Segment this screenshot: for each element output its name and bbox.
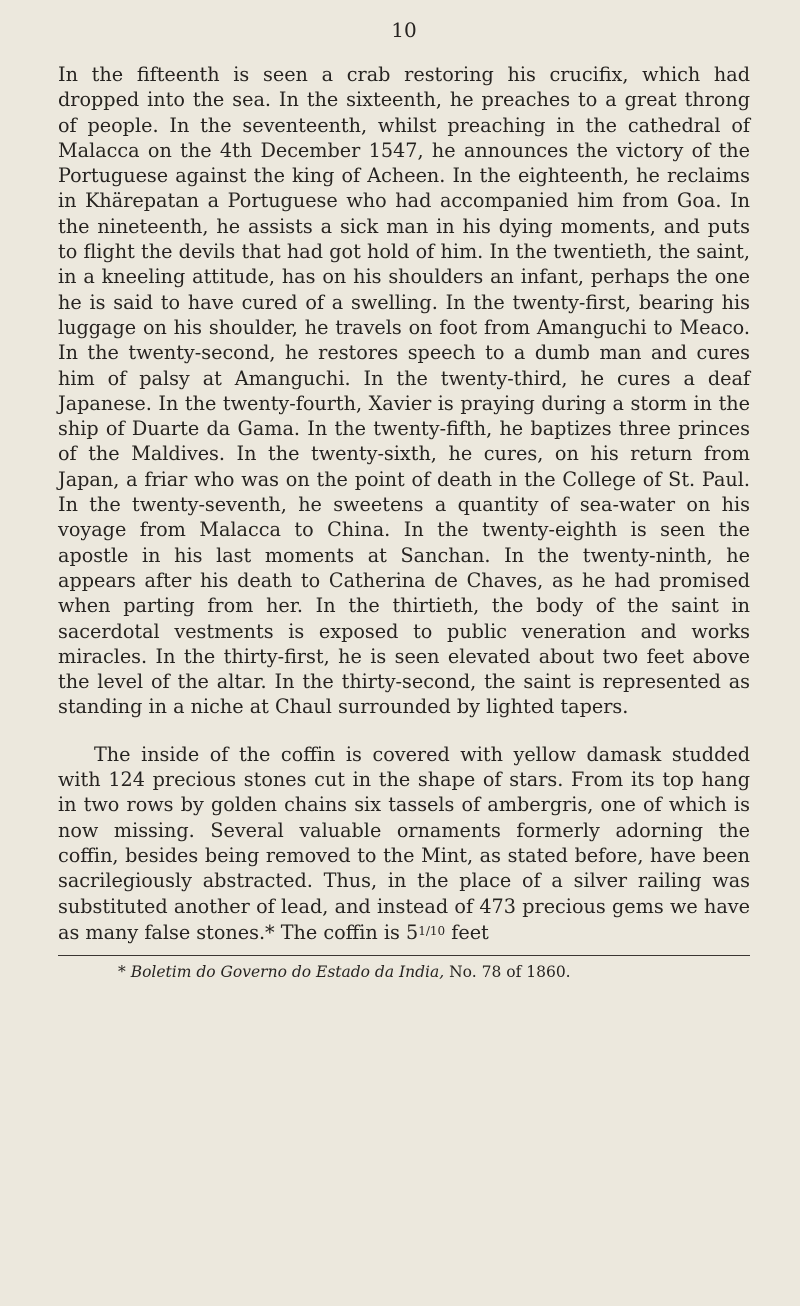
trailing-word: feet [451,920,489,944]
footnote [58,961,750,983]
paragraph-coffin-text: The inside of the coffin is covered with yellow damask studded with 124 precious stones cut in the shape of stars. From its top hang in two rows by golden chains six tassels of ambergris, one of which is now missing. Several valuable ornaments formerly adorning the coffin, besides being removed to the Mint, as stated before, have been sacrilegiously abstracted. Thus, in the place of a silver railing was substituted another of lead, and instead of 473 precious gems we have as many false stones.* The coffin is 5 [58,742,750,944]
page-number: 10 [391,18,417,42]
footnote-marker: * [118,963,126,982]
footnote-divider [58,955,750,956]
fraction: 1/10 [418,923,446,938]
paragraph-miracles: In the fifteenth is seen a crab restoring his crucifix, which had dropped into the sea. In the sixteenth, he preaches to a great throng of people. In the seventeenth, whilst preaching in the cathedral of Malacca on the 4th December 1547, he announces the victory of the Portuguese against the king of Acheen. In the eighteenth, he reclaims in Khärepatan a Portuguese who had accompanied him from Goa. In the nineteenth, he assists a sick man in his dying moments, and puts to flight the devils that had got hold of him. In the twentieth, the saint, in a kneeling attitude, has on his shoulders an infant, perhaps the one he is said to have cured of a swelling. In the twenty-first, bearing his luggage on his shoulder, he travels on foot from Amanguchi to Meaco. In the twenty-second, he restores speech to a dumb man and cures him of palsy at Amanguchi. In the twenty-third, he cures a deaf Japanese. In the twenty-fourth, Xavier is praying during a storm in the ship of Duarte da Gama. In the twenty-fifth, he baptizes three princes of the Maldives. In the twenty-sixth, he cures, on his return from Japan, a friar who was on the point of death in the College of St. Paul. In the twenty-seventh, he sweetens a quantity of sea-water on his voyage from Malacca to China. In the twenty-eighth is seen the apostle in his last moments at Sanchan. In the twenty-ninth, he appears after his death to Catherina de Chaves, as he had promised when parting from her. In the thirtieth, the body of the saint in sacerdotal vestments is exposed to public veneration and works miracles. In the thirty-first, he is seen elevated about two feet above the level of the altar. In the thirty-second, the saint is represented as standing in a niche at Chaul surrounded by lighted tapers. [58,63,750,719]
footnote-detail: No. 78 of 1860. [449,963,571,982]
paragraph-coffin [58,742,750,945]
footnote-source: Boletim do Governo do Estado da India, [130,963,445,982]
